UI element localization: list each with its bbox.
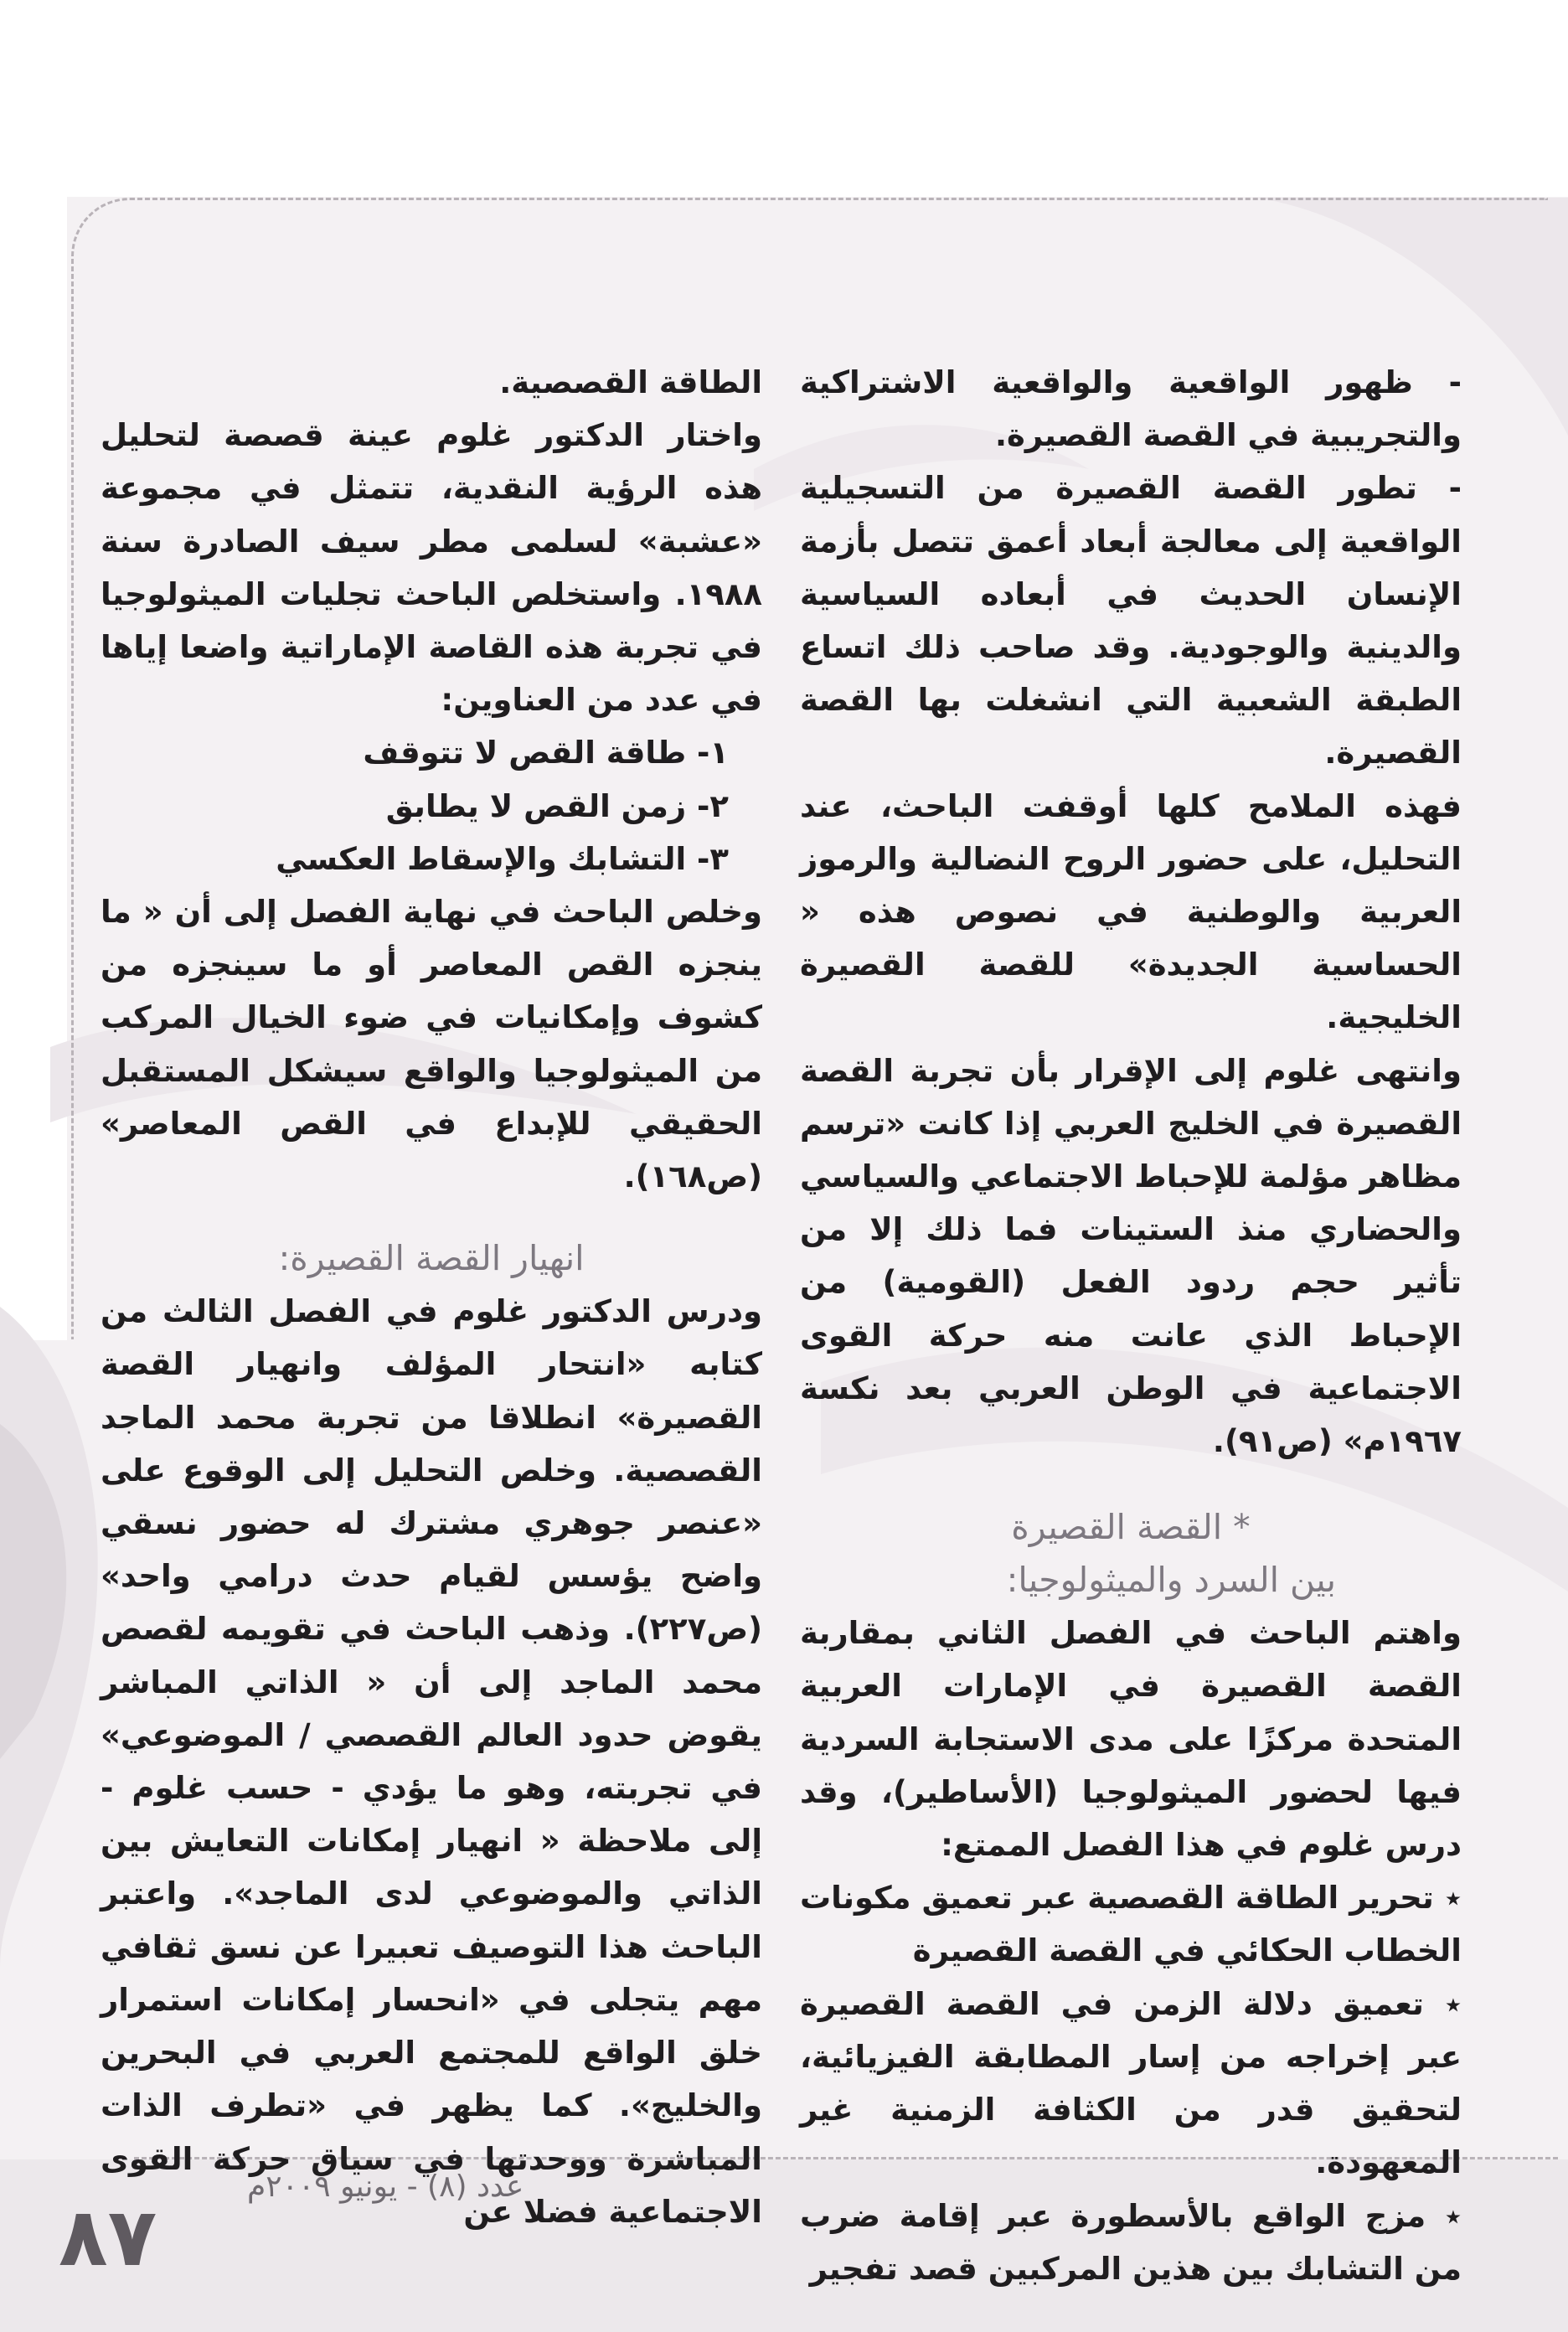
paragraph: وانتهى غلوم إلى الإقرار بأن تجربة القصة القصيرة في الخليج العربي إذا كانت «ترسم مظاهر مؤلمة للإحباط الاجتماعي والسياسي والحضاري منذ الستينات فما ذلك إلا من تأثير حجم ردود الفعل (القومية) من الإحباط الذي عانت منه حركة القوى الاجتماعية في الوطن العربي بعد نكسة ١٩٦٧م» (ص٩١). [800, 1052, 1462, 1460]
bullet-paragraph: ٭ تعميق دلالة الزمن في القصة القصيرة عبر إخراجه من إسار المطابقة الفيزيائية، لتحقيق قدر من الكثافة الزمنية غير المعهودة. [800, 1985, 1462, 2181]
right-column [800, 356, 1462, 2295]
paragraph: واهتم الباحث في الفصل الثاني بمقاربة القصة القصيرة في الإمارات العربية المتحدة مركزًا على مدى الاستجابة السردية فيها لحضور الميثولوجيا (الأساطير)، وقد درس غلوم في هذا الفصل الممتع: [800, 1615, 1462, 1864]
list-item: ١- طاقة القص لا تتوقف [363, 735, 729, 771]
paragraph: واختار الدكتور غلوم عينة قصصة لتحليل هذه الرؤية النقدية، تتمثل في مجموعة «عشبة» لسلمى مطر سيف الصادرة سنة ١٩٨٨. واستخلص الباحث تجليات الميثولوجيا في تجربة هذه القاصة الإماراتية واضعا إياها في عدد من العناوين: [101, 417, 762, 719]
list-item: ٢- زمن القص لا يطابق [385, 787, 729, 824]
bullet-paragraph: ٭ مزج الواقع بالأسطورة عبر إقامة ضرب من التشابك بين هذين المركبين قصد تفجير [800, 2197, 1462, 2287]
list-item: ٣- التشابك والإسقاط العكسي [276, 840, 729, 877]
page-number: ٨٧ [59, 2190, 157, 2284]
section-heading: انهيار القصة القصيرة: [278, 1238, 585, 1279]
issue-info: عدد (٨) - يونيو ٢٠٠٩م [247, 2169, 524, 2204]
paragraph: وخلص الباحث في نهاية الفصل إلى أن « ما ينجزه القص المعاصر أو ما سينجزه من كشوف وإمكانيات في ضوء الخيال المركب من الميثولوجيا والواقع سيشكل المستقبل الحقيقي للإبداع في القص المعاصر» (ص١٦٨). [101, 894, 762, 1195]
bullet-paragraph: ٭ تحرير الطاقة القصصية عبر تعميق مكونات الخطاب الحكائي في القصة القصيرة [800, 1880, 1462, 1969]
paragraph: الطاقة القصصية. [499, 364, 762, 400]
paragraph: - تطور القصة القصيرة من التسجيلية الواقعية إلى معالجة أبعاد أعمق تتصل بأزمة الإنسان الحديث في أبعاده السياسية والدينية والوجودية. وقد صاحب ذلك اتساع الطبقة الشعبية التي انشغلت بها القصة القصيرة. [800, 470, 1462, 771]
section-subheading: بين السرد والميثولوجيا: [1006, 1560, 1336, 1601]
section-heading: * القصة القصيرة [1011, 1507, 1251, 1548]
paragraph: فهذه الملامح كلها أوقفت الباحث، عند التحليل، على حضور الروح النضالية والرموز العربية والوطنية في نصوص هذه « الحساسية الجديدة» للقصة القصيرة الخليجية. [800, 787, 1462, 1036]
left-column [101, 356, 762, 2238]
paragraph: ودرس الدكتور غلوم في الفصل الثالث من كتابه «انتحار المؤلف وانهيار القصة القصيرة» انطلاقا من تجربة محمد الماجد القصصية. وخلص التحليل إلى الوقوع على «عنصر جوهري مشترك له حضور نسقي واضح يؤسس لقيام حدث درامي واحد» (ص٢٢٧). وذهب الباحث في تقويمه لقصص محمد الماجد إلى أن « الذاتي المباشر يقوض حدود العالم القصصي / الموضوعي» في تجربته، وهو ما يؤدي - حسب غلوم - إلى ملاحظة « انهيار إمكانات التعايش بين الذاتي والموضوعي لدى الماجد». واعتبر الباحث هذا التوصيف تعبيرا عن نسق ثقافي مهم يتجلى في «انحسار إمكانات استمرار خلق الواقع للمجتمع العربي في البحرين والخليج». كما يظهر في «تطرف الذات المباشرة ووحدتها في سياق حركة القوى الاجتماعية فضلا عن [101, 1293, 762, 2230]
paragraph: - ظهور الواقعية والواقعية الاشتراكية والتجريبية في القصة القصيرة. [800, 364, 1462, 454]
